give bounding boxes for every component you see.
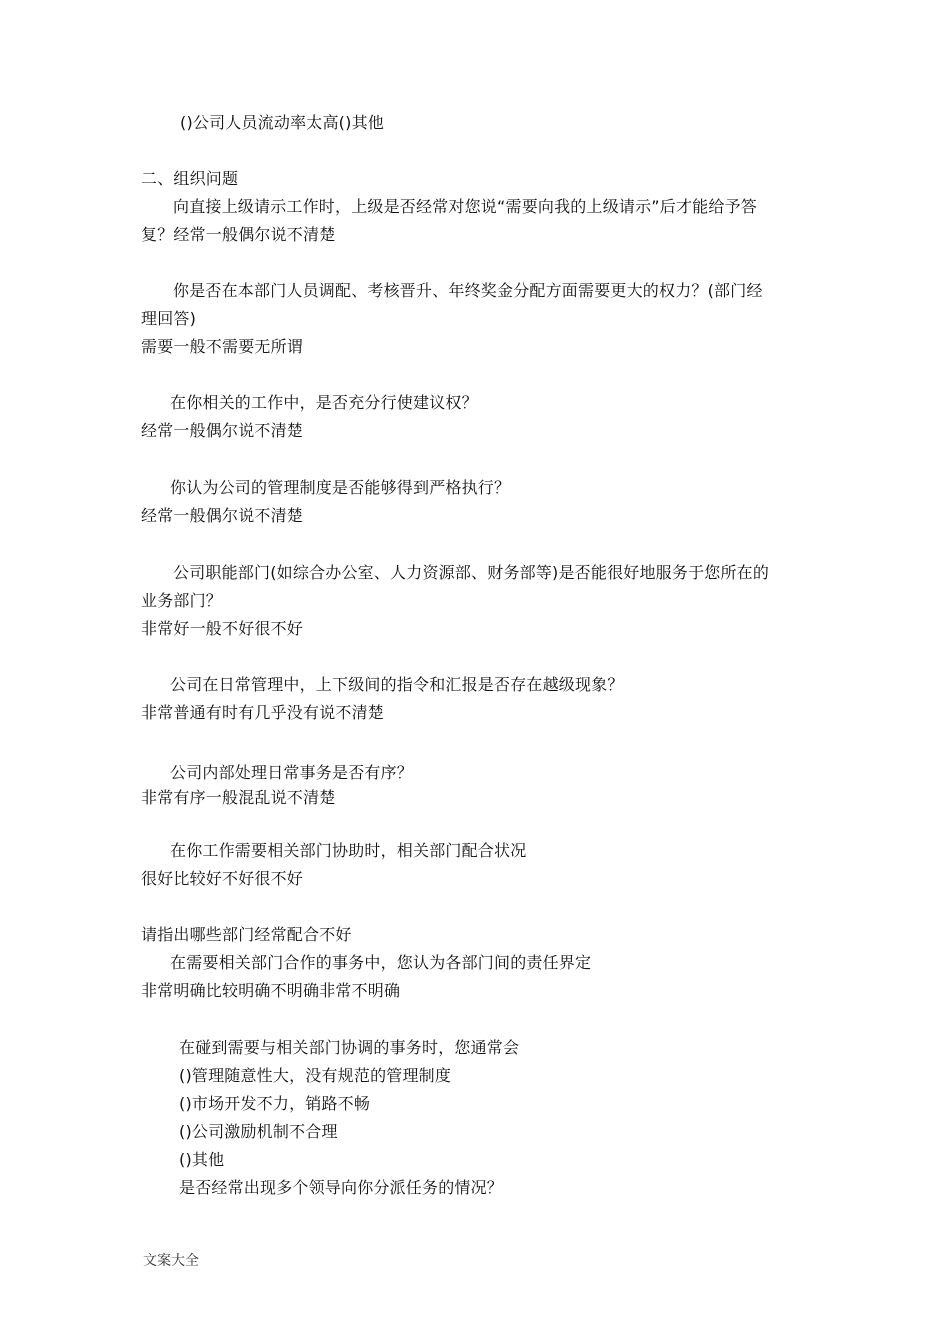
- question-functional-departments: 公司职能部门(如综合办公室、人力资源部、财务部等)是否能很好地服务于您所在的: [173, 563, 770, 582]
- question-responsibility-definition: 在需要相关部门合作的事务中，您认为各部门间的责任界定: [170, 953, 592, 972]
- answer-options-skip-level: 非常普通有时有几乎没有说不清楚: [141, 703, 385, 722]
- answer-options-daily-affairs: 非常有序一般混乱说不清楚: [141, 788, 336, 807]
- question-management-system: 你认为公司的管理制度是否能够得到严格执行？: [170, 478, 511, 497]
- question-coordination: 在碰到需要与相关部门协调的事务时，您通常会: [179, 1038, 520, 1057]
- question-superior-request-cont: 复？经常一般偶尔说不清楚: [141, 225, 336, 244]
- question-department-authority-cont: 理回答): [141, 309, 197, 328]
- page-footer: 文案大全: [143, 1253, 199, 1269]
- question-multiple-leaders: 是否经常出现多个领导向你分派任务的情况？: [179, 1178, 504, 1197]
- question-superior-request: 向直接上级请示工作时，上级是否经常对您说“需要向我的上级请示”后才能给予答: [173, 197, 757, 216]
- answer-options-management: 经常一般偶尔说不清楚: [141, 506, 304, 525]
- question-advisory-right: 在你相关的工作中，是否充分行使建议权？: [170, 393, 478, 412]
- option-line-other: ()其他: [179, 1150, 225, 1169]
- answer-options-responsibility: 非常明确比较明确不明确非常不明确: [141, 981, 401, 1000]
- section-heading-organization: 二、组织问题: [141, 169, 239, 188]
- question-department-cooperation: 在你工作需要相关部门协助时，相关部门配合状况: [170, 841, 527, 860]
- option-line-incentive: ()公司激励机制不合理: [179, 1122, 338, 1141]
- option-line-market-development: ()市场开发不力，销路不畅: [179, 1094, 371, 1113]
- question-department-authority: 你是否在本部门人员调配、考核晋升、年终奖金分配方面需要更大的权力？(部门经: [173, 281, 763, 300]
- prompt-poor-cooperation: 请指出哪些部门经常配合不好: [141, 925, 352, 944]
- option-line-arbitrary-management: ()管理随意性大，没有规范的管理制度: [179, 1066, 452, 1085]
- answer-options-cooperation: 很好比较好不好很不好: [141, 869, 304, 888]
- answer-options-advisory: 经常一般偶尔说不清楚: [141, 421, 304, 440]
- answer-options-functional: 非常好一般不好很不好: [141, 619, 304, 638]
- option-line-turnover: ()公司人员流动率太高()其他: [180, 113, 384, 132]
- question-skip-level: 公司在日常管理中，上下级间的指令和汇报是否存在越级现象？: [170, 675, 624, 694]
- answer-options-authority: 需要一般不需要无所谓: [141, 337, 304, 356]
- question-daily-affairs: 公司内部处理日常事务是否有序？: [170, 763, 414, 782]
- question-functional-departments-cont: 业务部门？: [141, 591, 223, 610]
